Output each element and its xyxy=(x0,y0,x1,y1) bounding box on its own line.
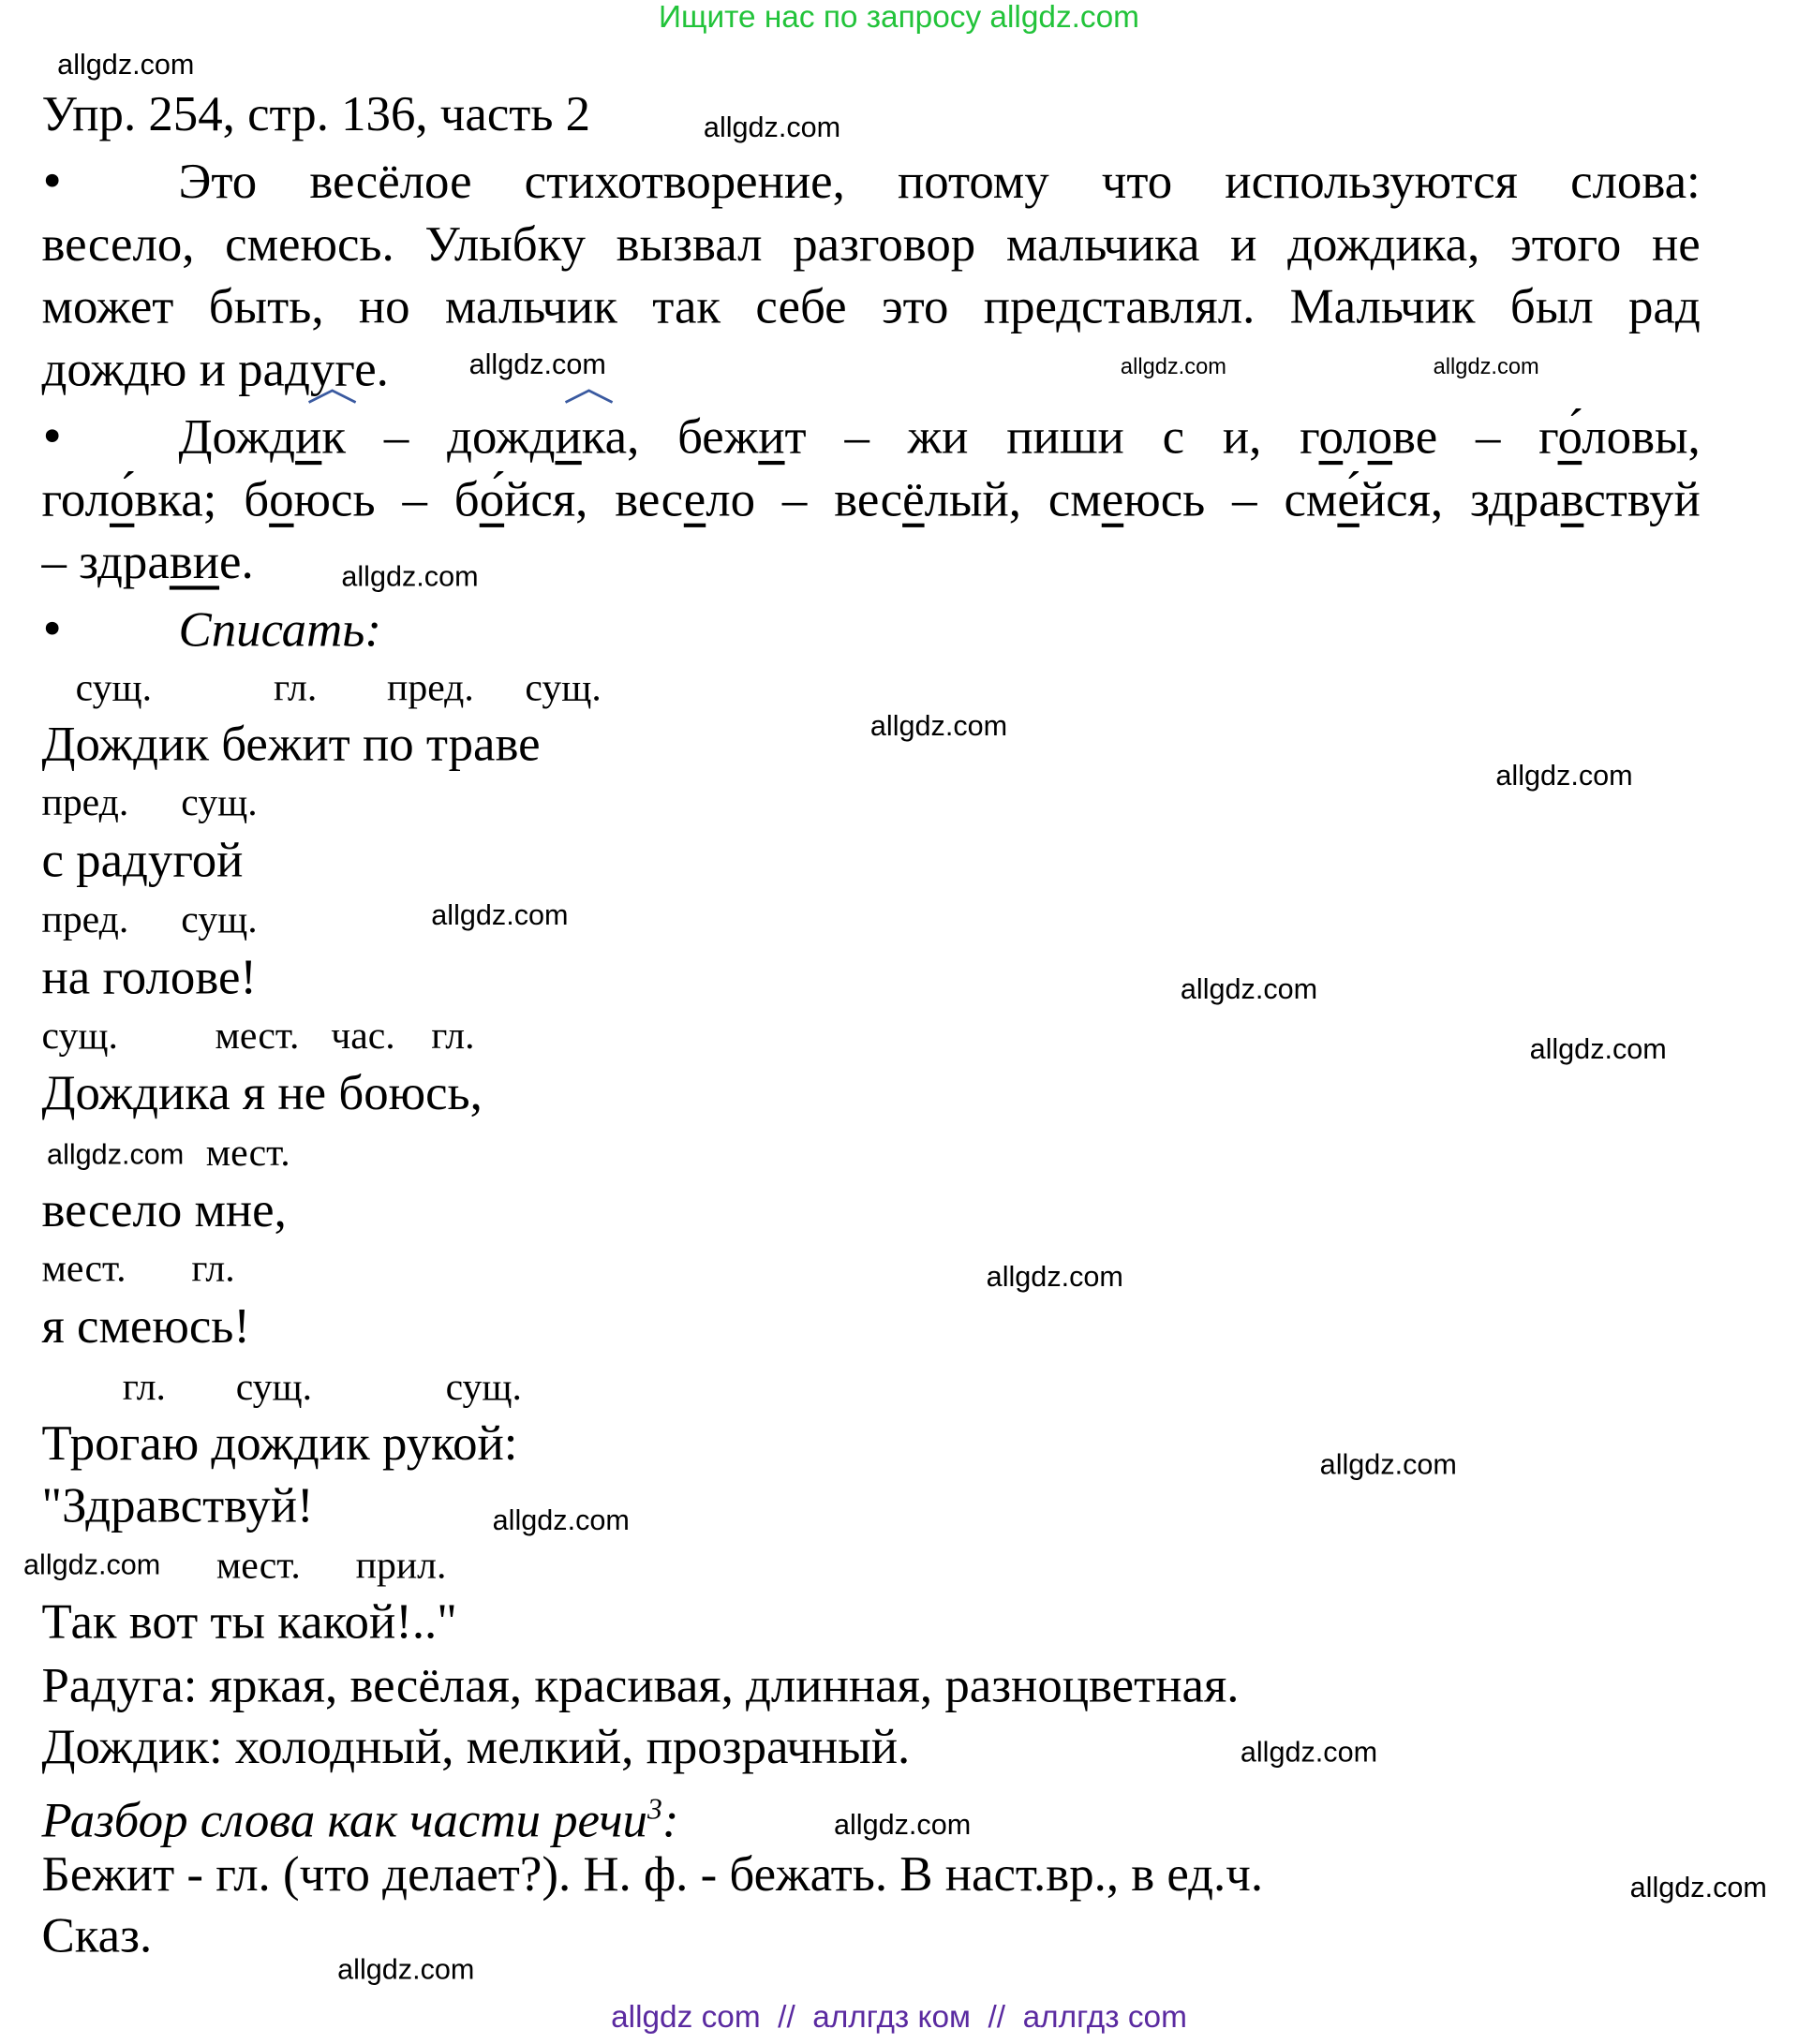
analysis-title-text: Разбор слова как части речи xyxy=(41,1793,647,1849)
orthogram-letter: и xyxy=(758,409,785,466)
watermark: allgdz.com xyxy=(431,897,569,931)
watermark: allgdz.com xyxy=(1495,759,1633,792)
text-segment: юсь – б xyxy=(293,472,480,527)
pos-label: мест. xyxy=(205,1131,290,1175)
footer-links[interactable]: allgdz com // аллгдз ком // аллгдз com xyxy=(611,1999,1187,2036)
pos-label: гл. xyxy=(431,1014,475,1058)
orthogram-letter: о xyxy=(1318,409,1344,466)
poem-line: "Здравствуй! xyxy=(41,1478,314,1534)
para1-line: весело, смеюсь. Улыбку вызвал разговор мальчика и дождика, этого не xyxy=(41,217,1701,273)
para1-line: дождю и радуге. xyxy=(41,342,389,397)
watermark: allgdz.com xyxy=(1319,1447,1457,1481)
orthogram-letter: е xyxy=(1101,472,1124,527)
watermark: allgdz.com xyxy=(337,1952,475,1986)
para1-line: Это весёлое стихотворение, потому что используются слова: xyxy=(178,155,1701,210)
watermark: allgdz.com xyxy=(1529,1032,1667,1065)
text-segment: ствуй xyxy=(1583,472,1701,527)
bullet: • xyxy=(38,603,66,657)
orthogram-letter: ё xyxy=(902,472,925,527)
bullet: • xyxy=(38,411,66,464)
text-segment: Дожд xyxy=(178,409,296,466)
pos-label: гл. xyxy=(191,1247,235,1291)
analysis-colon: : xyxy=(661,1793,679,1849)
pos-label: сущ. xyxy=(181,780,258,824)
rain-adjectives: Дождик: холодный, мелкий, прозрачный. xyxy=(41,1719,911,1775)
text-segment: ка, беж xyxy=(581,409,759,466)
text-segment: ло – вес xyxy=(706,472,903,527)
text-segment: йся, здра xyxy=(1359,472,1561,527)
copy-label: Списать: xyxy=(178,602,381,658)
watermark: allgdz.com xyxy=(1120,354,1226,379)
orthogram-letter: о xyxy=(1367,409,1393,466)
poem-line: на голове! xyxy=(41,950,258,1005)
watermark: allgdz.com xyxy=(1433,354,1539,379)
pos-label: сущ. xyxy=(525,666,602,710)
watermark: allgdz.com xyxy=(1629,1871,1767,1903)
orthogram-letter: о́ xyxy=(1557,409,1583,466)
pos-label: гл. xyxy=(274,666,318,710)
text-segment: лый, см xyxy=(924,472,1102,527)
watermark: allgdz.com xyxy=(57,48,195,81)
text-segment: ве – г xyxy=(1392,409,1558,466)
watermark: allgdz.com xyxy=(23,1548,161,1581)
poem-line: я смеюсь! xyxy=(41,1299,250,1355)
analysis-title xyxy=(41,1778,679,1849)
text-segment: л xyxy=(1343,409,1368,466)
watermark: allgdz.com xyxy=(833,1808,972,1842)
poem-line: Трогаю дождик рукой: xyxy=(41,1416,518,1472)
watermark: allgdz.com xyxy=(1180,972,1318,1005)
pos-label: пред. xyxy=(41,897,129,941)
analysis-line: Сказ. xyxy=(41,1908,153,1963)
para1-line: может быть, но мальчик так себе это представлял. Мальчик был рад xyxy=(41,279,1701,335)
caret-mark-icon xyxy=(563,387,616,405)
text-segment: вка; б xyxy=(134,472,270,527)
caret-mark-icon xyxy=(306,387,359,405)
orthogram-letter: о xyxy=(269,472,294,527)
bullet: • xyxy=(38,156,66,209)
rainbow-adjectives: Радуга: яркая, весёлая, красивая, длинная, разноцветная. xyxy=(41,1658,1240,1713)
watermark: allgdz.com xyxy=(703,111,841,143)
watermark: allgdz.com xyxy=(986,1260,1123,1294)
pos-label: мест. xyxy=(215,1544,301,1588)
pos-label: сущ. xyxy=(235,1365,313,1409)
pos-label: сущ. xyxy=(181,897,258,941)
pos-label: сущ. xyxy=(75,666,153,710)
text-segment: е. xyxy=(219,535,254,590)
poem-line: с радугой xyxy=(41,833,244,888)
orthogram-letter: е xyxy=(683,472,706,527)
watermark: allgdz.com xyxy=(492,1503,630,1536)
footnote-ref: 3 xyxy=(646,1792,662,1826)
text-segment: – здра xyxy=(41,535,170,590)
orthogram-letter: и xyxy=(555,409,582,466)
poem-line: Так вот ты какой!.." xyxy=(41,1594,457,1650)
orthogram-letter: и xyxy=(295,409,322,466)
pos-label: пред. xyxy=(41,780,129,824)
pos-label: мест. xyxy=(41,1247,126,1291)
pos-label: сущ. xyxy=(41,1014,118,1058)
pos-label: гл. xyxy=(122,1365,166,1409)
pos-label: прил. xyxy=(355,1544,447,1588)
watermark: allgdz.com xyxy=(869,709,1008,743)
orthogram-letter: в xyxy=(1560,472,1584,527)
pos-label: час. xyxy=(331,1014,395,1058)
pos-label: мест. xyxy=(215,1014,300,1058)
watermark: allgdz.com xyxy=(341,559,479,593)
text-segment: ловы, xyxy=(1582,409,1701,466)
watermark: allgdz.com xyxy=(468,348,606,380)
watermark: allgdz.com xyxy=(47,1137,185,1171)
para2-line xyxy=(41,531,253,594)
orthogram-letter: ви xyxy=(169,535,220,590)
text-segment: юсь – см xyxy=(1123,472,1338,527)
para2-line xyxy=(41,468,1700,531)
header-search-hint[interactable]: Ищите нас по запросу allgdz.com xyxy=(659,0,1139,36)
poem-line: весело мне, xyxy=(41,1183,287,1238)
text-segment: гол xyxy=(41,472,110,527)
poem-line: Дождик бежит по траве xyxy=(41,717,541,773)
watermark: allgdz.com xyxy=(1240,1735,1378,1769)
orthogram-letter: е́ xyxy=(1337,472,1360,527)
orthogram-letter: о́ xyxy=(479,472,505,527)
orthogram-letter: о́ xyxy=(109,472,135,527)
text-segment: т – жи пиши с и, г xyxy=(784,409,1319,466)
para2-line xyxy=(179,407,1701,469)
text-segment: йся, вес xyxy=(504,472,684,527)
pos-label: пред. xyxy=(387,666,474,710)
pos-label: сущ. xyxy=(445,1365,522,1409)
analysis-line: Бежит - гл. (что делает?). Н. ф. - бежать. В наст.вр., в ед.ч. xyxy=(41,1847,1264,1903)
page-title: Упр. 254, стр. 136, часть 2 xyxy=(41,87,591,142)
text-segment: к – дожд xyxy=(321,409,556,466)
poem-line: Дождика я не боюсь, xyxy=(41,1066,483,1121)
